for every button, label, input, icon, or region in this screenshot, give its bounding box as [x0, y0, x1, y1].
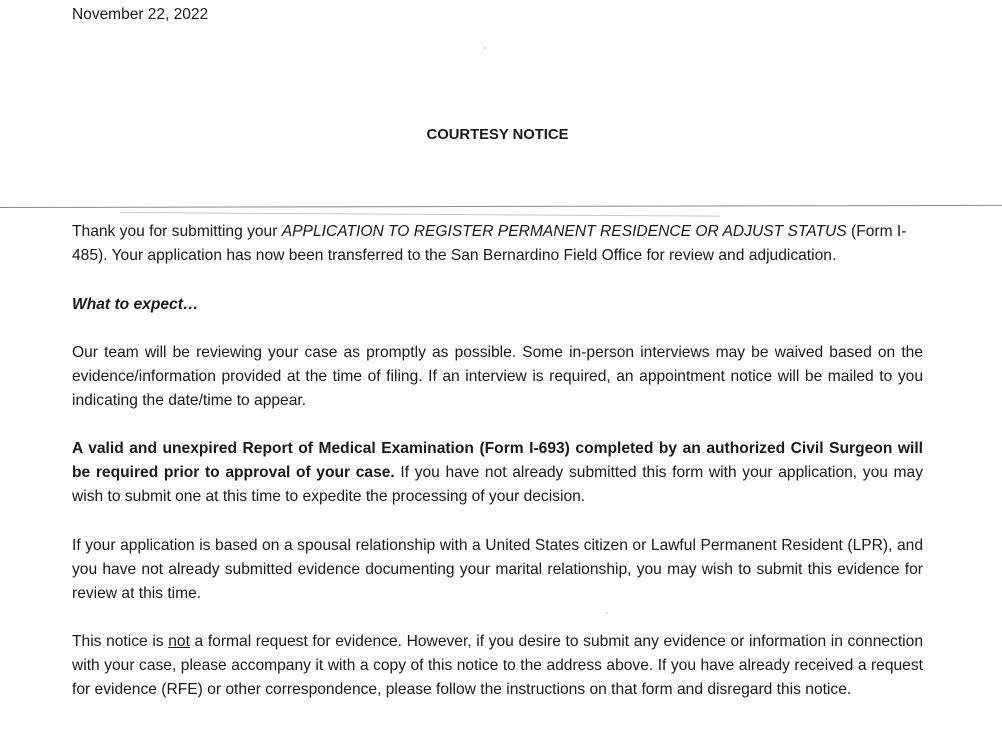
intro-text-start: Thank you for submitting your	[72, 223, 282, 240]
form-name: APPLICATION TO REGISTER PERMANENT RESIDENCE OR ADJUST STATUS	[281, 223, 847, 240]
review-paragraph: Our team will be reviewing your case as promptly as possible. Some in-person interviews may be waived based on the evidence/information provided at the time of filing. If an interview is required, an appointment notice will be mailed to you indicating the date/time to appear.	[72, 344, 923, 409]
section-heading: What to expect…	[72, 296, 199, 313]
notice-emphasis: not	[168, 633, 190, 650]
notice-title: COURTESY NOTICE	[426, 127, 569, 143]
medical-requirement: A valid and unexpired Report of Medical Examination (Form I-693) completed by an authorized Civil Surgeon will be required prior to approval of your case.	[72, 440, 923, 481]
scan-speck	[484, 47, 486, 49]
scan-speck	[606, 612, 608, 614]
scan-artifact-line-faint	[120, 212, 720, 217]
letter-date: November 22, 2022	[72, 6, 209, 23]
notice-paragraph	[72, 630, 923, 702]
spousal-paragraph: If your application is based on a spousal relationship with a United States citizen or Lawful Permanent Resident (LPR), and you have not already submitted evidence documenting your marital relationship, you may wish to submit this evidence for review at this time.	[72, 537, 923, 602]
intro-text-end: (Form I-485). Your application has now been transferred to the San Bernardino Field Office for review and adjudication.	[72, 223, 907, 264]
notice-text-end: a formal request for evidence. However, if you desire to submit any evidence or information in connection with your case, please accompany it with a copy of this notice to the address above. If you have already received a request for evidence (RFE) or other correspondence, please follow the instructions on that form and disregard this notice.	[72, 633, 923, 698]
scan-artifact-line	[0, 205, 1002, 208]
notice-text-start: This notice is	[72, 633, 169, 650]
intro-paragraph	[72, 220, 923, 268]
medical-text: If you have not already submitted this form with your application, you may wish to submit one at this time to expedite the processing of your decision.	[72, 464, 923, 505]
medical-paragraph	[72, 437, 923, 509]
